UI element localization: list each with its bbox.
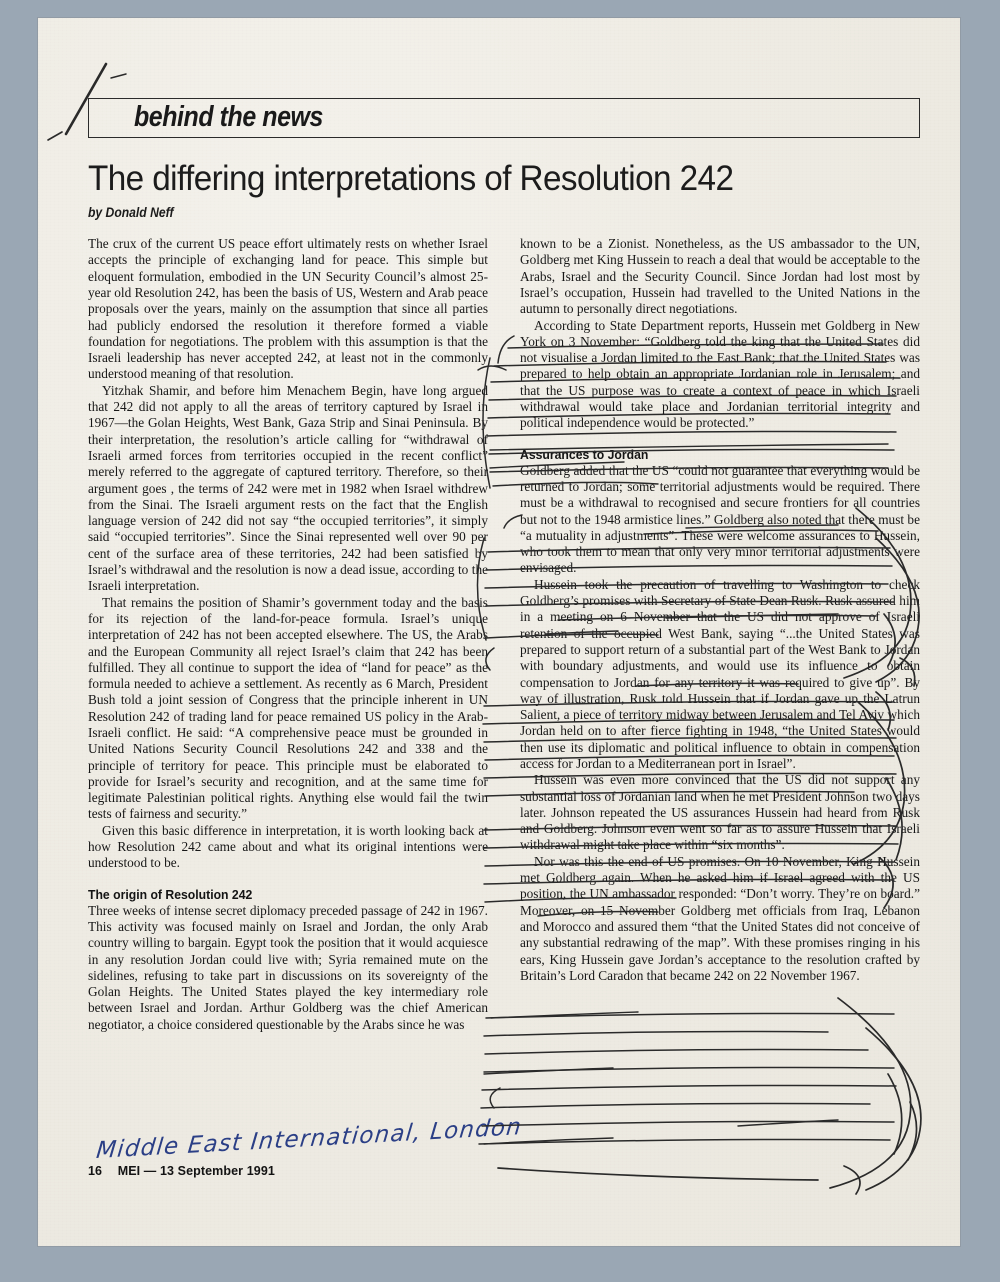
body-paragraph: Hussein was even more convinced that the US did not support any substantial loss of Jordanian land when he met President Johnson two days later. Johnson repeated the US assurances Hussein had heard from Rusk and Goldberg. Johnson even went so far as to assure Hussein that Israeli withdrawal might take place within “six months”.	[520, 772, 920, 853]
section-subhead: Assurances to Jordan	[520, 446, 649, 462]
page-footer	[88, 1164, 275, 1178]
body-paragraph: The crux of the current US peace effort ultimately rests on whether Israel accepts the principle of exchanging land for peace. This simple but eloquent formulation, embodied in the UN Security Council’s almost 25-year old Resolution 242, has been the basis of US, Western and Arab peace proposals over the years, mainly on the assumption that since all parties had publicly endorsed the resolution it therefore formed a viable foundation for negotiations. The problem with this assumption is that the Israeli leadership has never accepted 242, at least not in the commonly understood meaning of that resolution.	[88, 236, 488, 382]
page-content	[88, 98, 920, 1033]
body-paragraph: Yitzhak Shamir, and before him Menachem Begin, have long argued that 242 did not apply to all the areas of territory captured by Israel in 1967—the Golan Heights, West Bank, Gaza Strip and Sinai Peninsula. By their interpretation, the resolution’s article calling for “withdrawal of Israeli armed forces from territories occupied in the recent conflict” merely referred to the aggregate of captured territory. Therefore, so their argument goes , the terms of 242 were met in 1982 when Israel withdrew from the Sinai. The Israeli argument rests on the fact that the English language version of 242 did not say “the occupied territories”, it simply said “occupied territories”. Since the Sinai represented well over 90 per cent of the surface area of these territories, 242 had been satisfied by Israel’s withdrawal and the resolution is now a dead issue, according to the Israeli interpretation.	[88, 382, 488, 594]
scanned-page	[38, 18, 960, 1246]
body-paragraph: Nor was this the end of US promises. On 10 November, King Hussein met Goldberg again. When he asked him if Israel agreed with the US position, the UN ambassador responded: “Don’t worry. They’re on board.” Moreover, on 15 November Goldberg met officials from Iraq, Lebanon and Morocco and assured them “that the United States did not conceive of any substantial redrawing of the map”. With these promises ringing in his ears, King Hussein gave Jordan’s acceptance to the resolution crafted by Britain’s Lord Caradon that became 242 on 22 November 1967.	[520, 853, 920, 983]
section-banner	[88, 98, 920, 138]
article-body	[88, 236, 920, 1033]
footer-publication-line: MEI — 13 September 1991	[117, 1164, 275, 1178]
body-paragraph: Goldberg added that the US “could not guarantee that everything would be returned to Jordan; some territorial adjustments would be required. There must be a withdrawal to recognised and secure frontiers for all countries but not to the 1948 armistice lines.” Goldberg also noted that there must be “a mutuality in adjustments”. These were welcome assurances to Hussein, who took them to mean that only very minor territorial adjustments were envisaged.	[520, 462, 920, 576]
article-headline: The differing interpretations of Resolution 242	[88, 159, 734, 198]
body-paragraph: Given this basic difference in interpretation, it is worth looking back at how Resolution 242 came about and what its original intentions were understood to be.	[88, 822, 488, 871]
section-subhead: The origin of Resolution 242	[88, 886, 253, 902]
column-left	[88, 236, 488, 1033]
body-paragraph: That remains the position of Shamir’s government today and the basis for its rejection of the land-for-peace formula. Israel’s unique interpretation of 242 has not been accepted elsewhere. The US, the Arabs and the European Community all reject Israel’s claim that 242 has been fulfilled. They all continue to support the idea of “land for peace” as the formula needed to achieve a settlement. As recently as 6 March, President Bush told a joint session of Congress that the principle inherent in UN Resolution 242 of trading land for peace remained US policy in the Arab-Israeli conflict. He said: “A comprehensive peace must be grounded in United Nations Security Council Resolutions 242 and 338 and the principle of territory for peace. This principle must be elaborated to provide for Israel’s security and recognition, and at the same time for legitimate Palestinian political rights. Anything else would fail the twin tests of fairness and security.”	[88, 594, 488, 822]
body-paragraph: Three weeks of intense secret diplomacy preceded passage of 242 in 1967. This activity was focused mainly on Israel and Jordan, the only Arab country willing to bargain. Egypt took the position that it would acquiesce in any resolution Jordan could live with; Syria remained mute on the sidelines, refusing to take part in discussions on its sovereignty of the Golan Heights. The United States played the key intermediary role between Israel and Jordan. Arthur Goldberg was the chief American negotiator, a choice considered questionable by the Arabs since he was	[88, 902, 488, 1032]
footer-page-number: 16	[88, 1164, 103, 1178]
article-byline: by Donald Neff	[88, 205, 174, 221]
handwritten-source-note: Middle East International, London	[95, 1114, 524, 1164]
section-banner-label: behind the news	[134, 100, 323, 133]
body-paragraph: known to be a Zionist. Nonetheless, as the US ambassador to the UN, Goldberg met King Hussein to reach a deal that would be acceptable to the Arabs, Israel and the Security Council. Since Jordan had lost most by Israel’s occupation, Hussein had travelled to the United Nations in the autumn to personally direct negotiations.	[520, 236, 920, 317]
body-paragraph: According to State Department reports, Hussein met Goldberg in New York on 3 November: “Goldberg told the king that the United States did not visualise a Jordan limited to the East Bank; that the United States was prepared to help obtain an appropriate Jordanian role in Jerusalem; and that the US purpose was to create a context of peace in which Israeli withdrawal would take place and Jordanian territorial integrity and political independence would be protected.”	[520, 317, 920, 431]
underline-group-5	[479, 1014, 896, 1145]
body-paragraph: Hussein took the precaution of travelling to Washington to check Goldberg’s promises with Secretary of State Dean Rusk. Rusk assured him in a meeting on 6 November that the US did not approve of Israeli retention of the occupied West Bank, saying “...the United States was prepared to support return of a substantial part of the West Bank to Jordan with boundary adjustments, and would use its influence to obtain compensation to Jordan for any territory it was required to give up”. By way of illustration, Rusk told Hussein that if Jordan gave up the Latrun Salient, a piece of territory midway between Jerusalem and Tel Aviv which Jordan held on to after fierce fighting in 1948, “the United States would then use its diplomatic and political influence to obtain in compensation access for Jordan to a Mediterranean port in Israel”.	[520, 576, 920, 771]
column-right	[520, 236, 920, 1033]
